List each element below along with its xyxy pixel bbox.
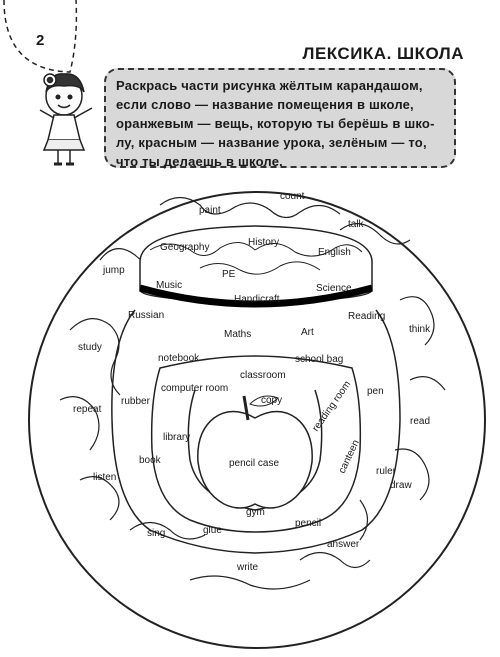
word-draw: draw: [390, 480, 412, 491]
word-art: Art: [301, 327, 314, 338]
word-geography: Geography: [160, 242, 210, 253]
word-classroom: classroom: [240, 370, 286, 381]
word-history: History: [248, 237, 280, 248]
word-copy: copy: [261, 395, 283, 406]
word-sing: sing: [147, 528, 166, 539]
page-title: ЛЕКСИКА. ШКОЛА: [302, 44, 464, 63]
word-pencil-case: pencil case: [229, 458, 280, 469]
word-pen: pen: [367, 386, 384, 397]
word-rubber: rubber: [121, 396, 150, 407]
word-pencil: pencil: [295, 518, 322, 529]
word-science: Science: [316, 283, 352, 294]
instruction-line: лу, красным — название урока, зелёным — то,: [116, 135, 427, 150]
word-listen: listen: [93, 472, 117, 483]
word-school-bag: school bag: [295, 354, 344, 365]
word-gym: gym: [246, 507, 265, 518]
word-notebook: notebook: [158, 353, 200, 364]
word-read: read: [410, 416, 431, 427]
word-paint: paint: [199, 205, 221, 216]
word-library: library: [163, 432, 191, 443]
word-repeat: repeat: [73, 404, 102, 415]
word-computer-room: computer room: [161, 383, 229, 394]
word-book: book: [139, 455, 161, 466]
word-count: count: [280, 191, 305, 202]
word-study: study: [78, 342, 102, 353]
instruction-line: Раскрась части рисунка жёлтым карандашом,: [116, 78, 423, 93]
word-english: English: [318, 247, 351, 258]
word-answer: answer: [327, 539, 360, 550]
word-reading-room: reading room: [310, 379, 354, 434]
word-reading: Reading: [348, 311, 386, 322]
word-maths: Maths: [224, 329, 252, 340]
word-russian: Russian: [128, 310, 165, 321]
word-think: think: [409, 324, 431, 335]
word-handicraft: Handicraft: [234, 294, 280, 305]
word-jump: jump: [103, 265, 125, 276]
instruction-line: что ты делаешь в школе.: [116, 154, 283, 169]
page-number: 2: [36, 32, 45, 49]
instruction-line: если слово — название помещения в школе,: [116, 97, 414, 112]
word-glue: glue: [203, 525, 222, 536]
word-pe: PE: [222, 269, 236, 280]
word-music: Music: [156, 280, 183, 291]
word-write: write: [237, 562, 259, 573]
word-canteen: canteen: [336, 438, 362, 476]
word-talk: talk: [348, 219, 364, 230]
word-ruler: ruler: [376, 466, 397, 477]
instruction-line: оранжевым — вещь, которую ты берёшь в шко-: [116, 116, 435, 131]
